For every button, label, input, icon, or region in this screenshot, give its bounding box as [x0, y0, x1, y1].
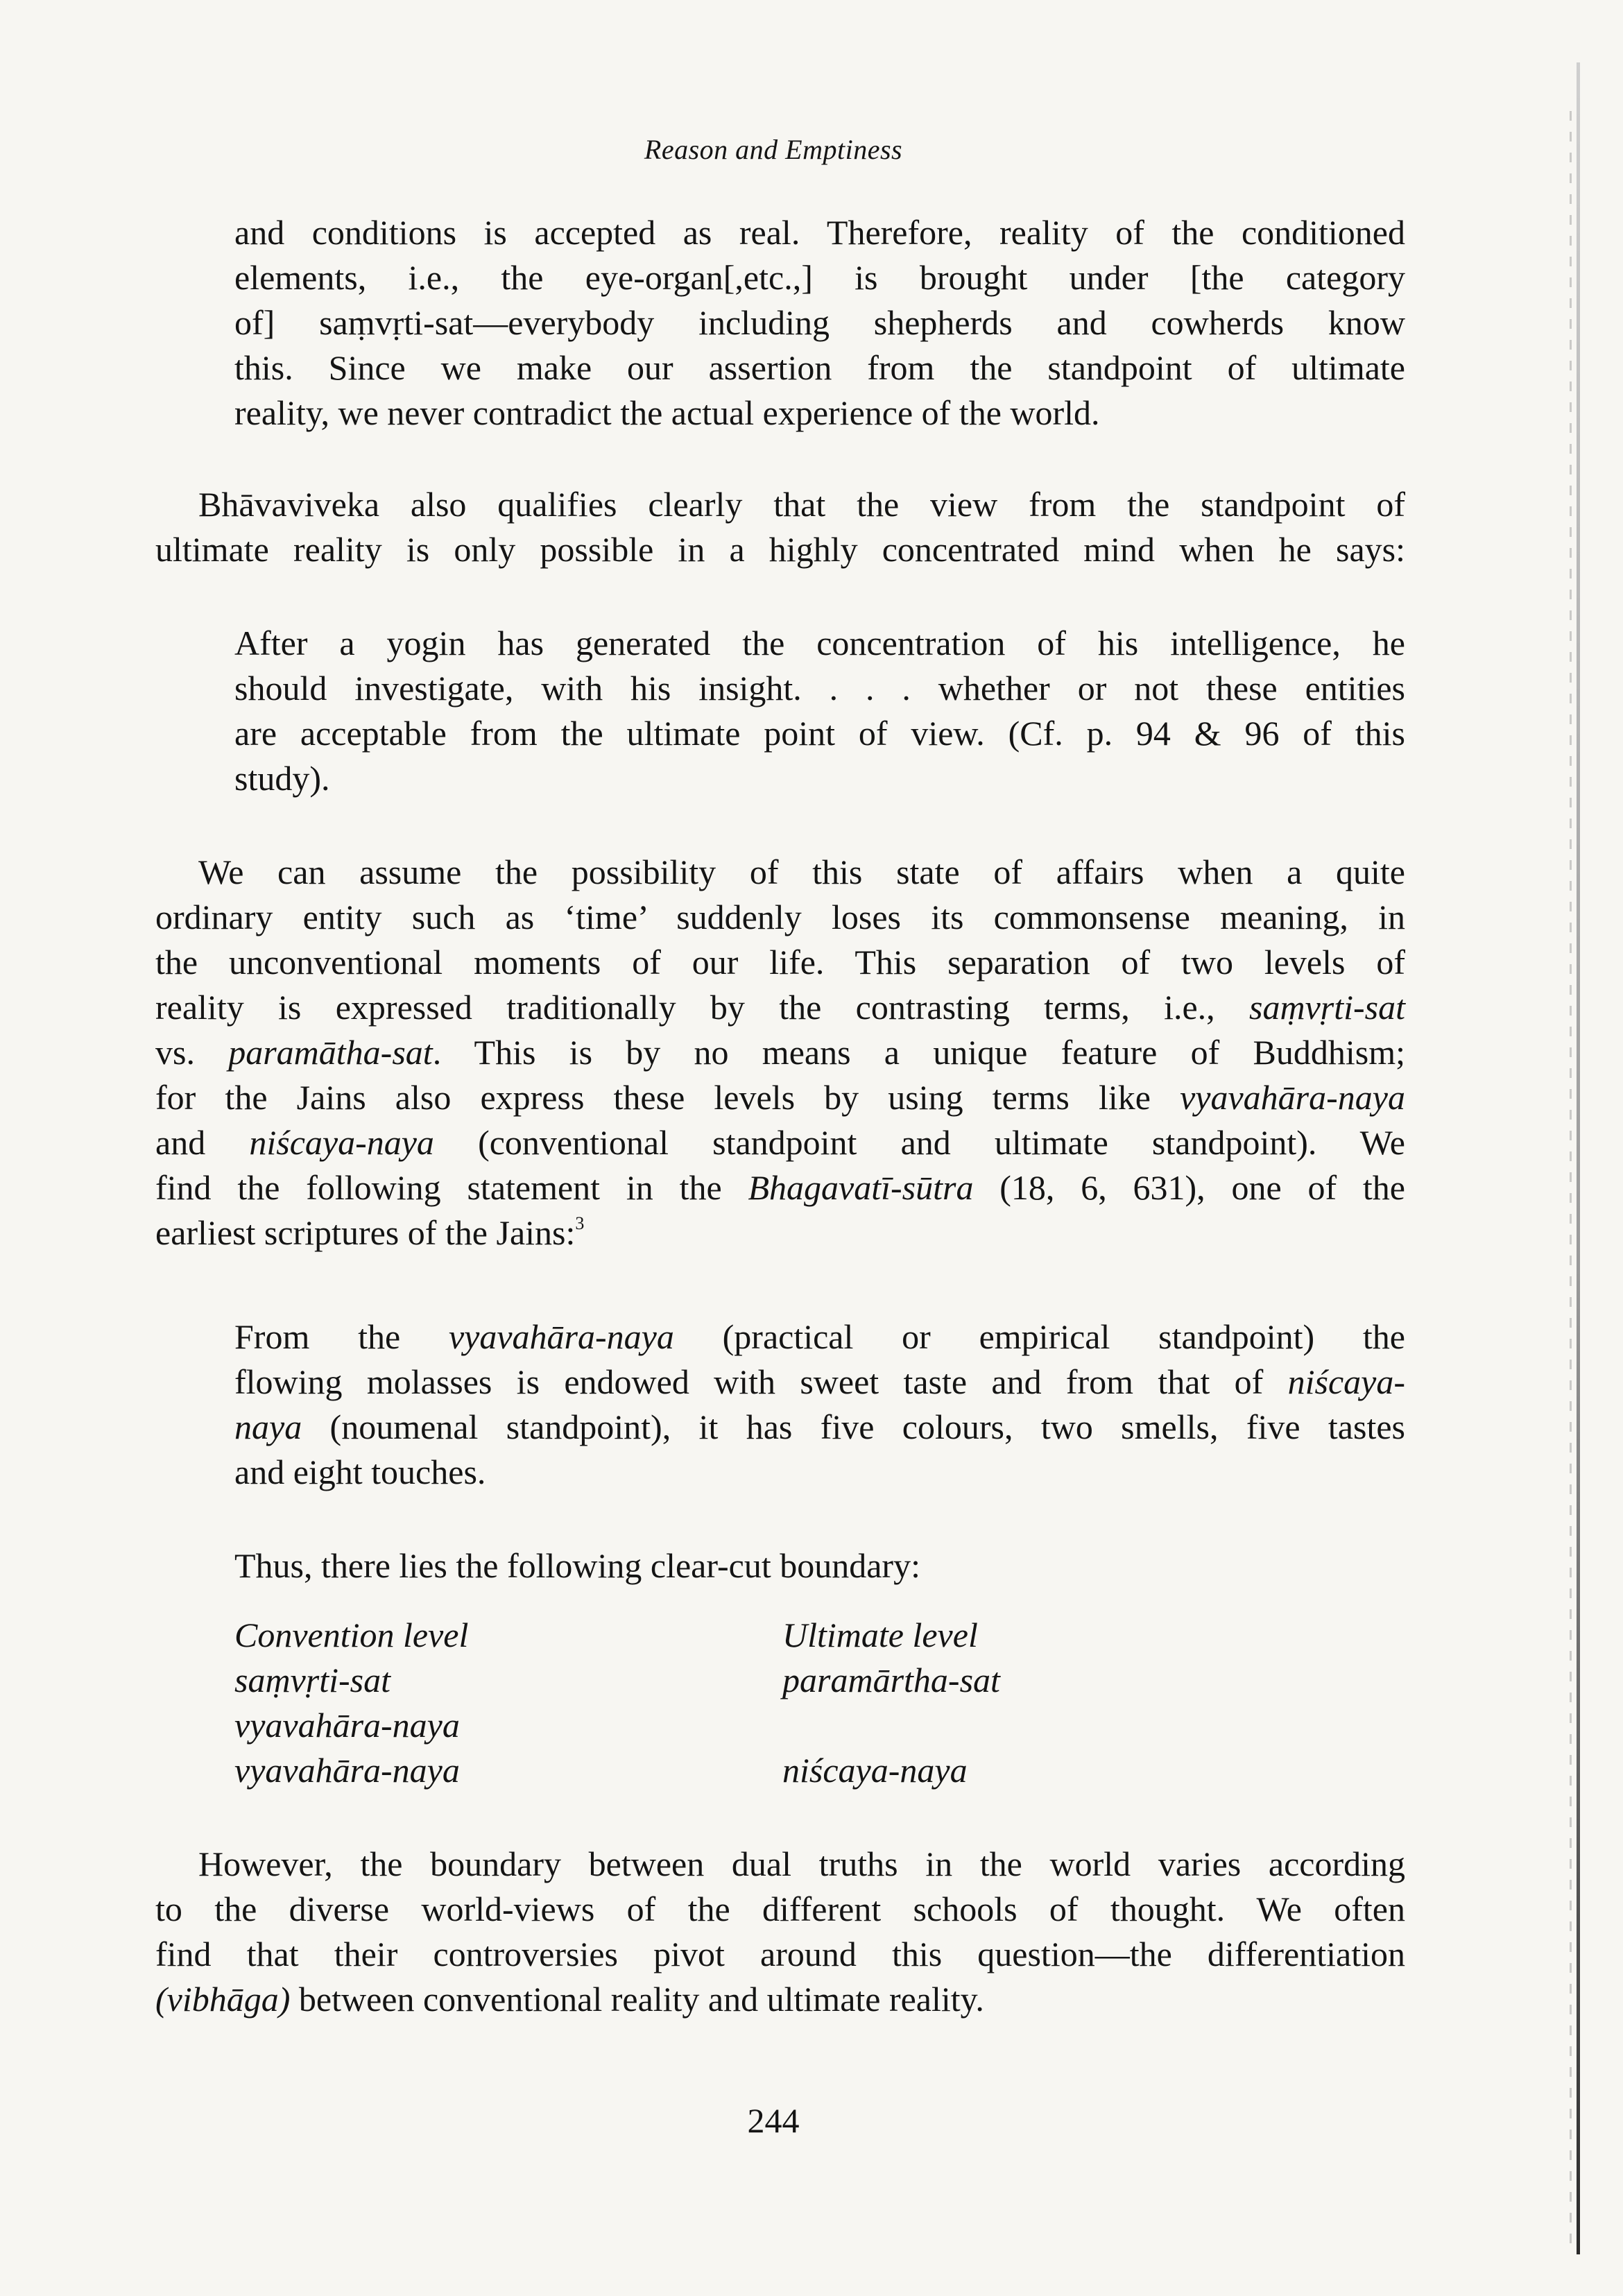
paragraph-line: to the diverse world-views of the different schools of thought. We often: [155, 1890, 1405, 1928]
text-run: reality is expressed traditionally by the contrasting terms, i.e.,: [155, 988, 1249, 1027]
text-run: between conventional reality and ultimate reality.: [290, 1980, 984, 2019]
text-run: flowing molasses is endowed with sweet taste and from that of: [234, 1362, 1288, 1401]
levels-table-cell: vyavahāra-naya: [234, 1751, 460, 1790]
paragraph-line: find that their controversies pivot around this question—the differentiation: [155, 1935, 1405, 1973]
page-number: 244: [747, 2101, 800, 2140]
text-run: find the following statement in the: [155, 1168, 748, 1207]
quote-line: [234, 1314, 1405, 1360]
levels-table-row: [234, 1613, 1205, 1658]
block-quote-1: [234, 210, 1405, 436]
quote-line: [234, 1360, 1405, 1405]
running-head: Reason and Emptiness: [644, 134, 903, 165]
term-vibhaga: (vibhāga): [155, 1980, 291, 2019]
quote-line: this. Since we make our assertion from the standpoint of ultimate: [234, 348, 1405, 387]
term-bhagavati-sutra: Bhagavatī-sūtra: [748, 1168, 974, 1207]
levels-table-row: [234, 1658, 1205, 1703]
quote-line: study).: [234, 759, 330, 798]
block-quote-3: [234, 1314, 1405, 1495]
text-run: . This is by no means a unique feature of Buddhism;: [432, 1033, 1405, 1072]
term-paramatha-sat: paramātha-sat: [228, 1033, 433, 1072]
term-naya: naya: [234, 1407, 302, 1446]
term-vyavahara-naya: vyavahāra-naya: [1180, 1078, 1405, 1117]
text-run: vs.: [155, 1033, 229, 1072]
quote-line: and eight touches.: [234, 1453, 486, 1491]
text-run: earliest scriptures of the Jains:: [155, 1213, 576, 1252]
quote-line: should investigate, with his insight. . . . whether or not these entities: [234, 669, 1405, 708]
paragraph-line: Bhāvaviveka also qualifies clearly that the view from the standpoint of: [198, 485, 1405, 524]
paragraph-1: [155, 482, 1405, 572]
paragraph-line: [155, 1977, 1405, 2022]
paragraph-line: ordinary entity such as ‘time’ suddenly loses its commonsense meaning, in: [155, 898, 1405, 936]
levels-table-cell: saṃvṛti-sat: [234, 1661, 390, 1699]
text-run: (practical or empirical standpoint) the: [673, 1317, 1405, 1356]
quote-line: After a yogin has generated the concentration of his intelligence, he: [234, 624, 1405, 662]
text-run: for the Jains also express these levels by using terms like: [155, 1078, 1180, 1117]
paragraph-3: [234, 1543, 920, 1588]
paragraph-line: [155, 1210, 1405, 1256]
text-run: (18, 6, 631), one of the: [973, 1168, 1406, 1207]
term-niscaya-naya: niścaya-naya: [249, 1123, 434, 1162]
quote-line: are acceptable from the ultimate point of view. (Cf. p. 94 & 96 of this: [234, 714, 1405, 753]
levels-table-cell: paramārtha-sat: [782, 1661, 1000, 1699]
paragraph-line: However, the boundary between dual truths in the world varies according: [198, 1844, 1405, 1883]
term-vyavahara-naya: vyavahāra-naya: [448, 1317, 674, 1356]
paragraph-line: [155, 1030, 1405, 1075]
quote-line: elements, i.e., the eye-organ[,etc.,] is brought under [the category: [234, 258, 1405, 297]
paragraph-line: [155, 985, 1405, 1030]
block-quote-2: [234, 621, 1405, 801]
text-run: From the: [234, 1317, 449, 1356]
paragraph-line: [155, 1075, 1405, 1120]
paragraph-line: Thus, there lies the following clear-cut boundary:: [234, 1546, 920, 1585]
levels-table: [234, 1613, 1205, 1793]
levels-table-row: [234, 1748, 1205, 1793]
quote-line: of] saṃvṛti-sat—everybody including shepherds and cowherds know: [234, 303, 1405, 342]
footnote-marker: 3: [575, 1213, 585, 1233]
levels-table-row: [234, 1703, 1205, 1748]
term-samvrti-sat: saṃvṛti-sat: [1249, 988, 1405, 1027]
levels-table-cell: niścaya-naya: [782, 1751, 968, 1790]
quote-line: reality, we never contradict the actual experience of the world.: [234, 393, 1100, 432]
levels-table-cell: Convention level: [234, 1616, 469, 1654]
term-niscaya: niścaya-: [1287, 1362, 1405, 1401]
quote-line: and conditions is accepted as real. Therefore, reality of the conditioned: [234, 213, 1405, 252]
paragraph-line: We can assume the possibility of this state of affairs when a quite: [198, 853, 1405, 891]
levels-table-cell: vyavahāra-naya: [234, 1706, 460, 1745]
paragraph-line: ultimate reality is only possible in a highly concentrated mind when he says:: [155, 530, 1405, 569]
paragraph-line: [155, 1120, 1405, 1165]
text-run: and: [155, 1123, 250, 1162]
scan-edge-texture: [1570, 111, 1572, 2247]
scan-edge-shadow: [1577, 62, 1580, 2254]
paragraph-4: [155, 1842, 1405, 2022]
paragraph-line: [155, 1165, 1405, 1210]
paragraph-2: [155, 850, 1405, 1256]
levels-table-cell: Ultimate level: [782, 1616, 978, 1654]
text-run: (conventional standpoint and ultimate standpoint). We: [433, 1123, 1405, 1162]
quote-line: [234, 1405, 1405, 1450]
paragraph-line: the unconventional moments of our life. This separation of two levels of: [155, 943, 1405, 982]
text-run: (noumenal standpoint), it has five colours, two smells, five tastes: [302, 1407, 1405, 1446]
